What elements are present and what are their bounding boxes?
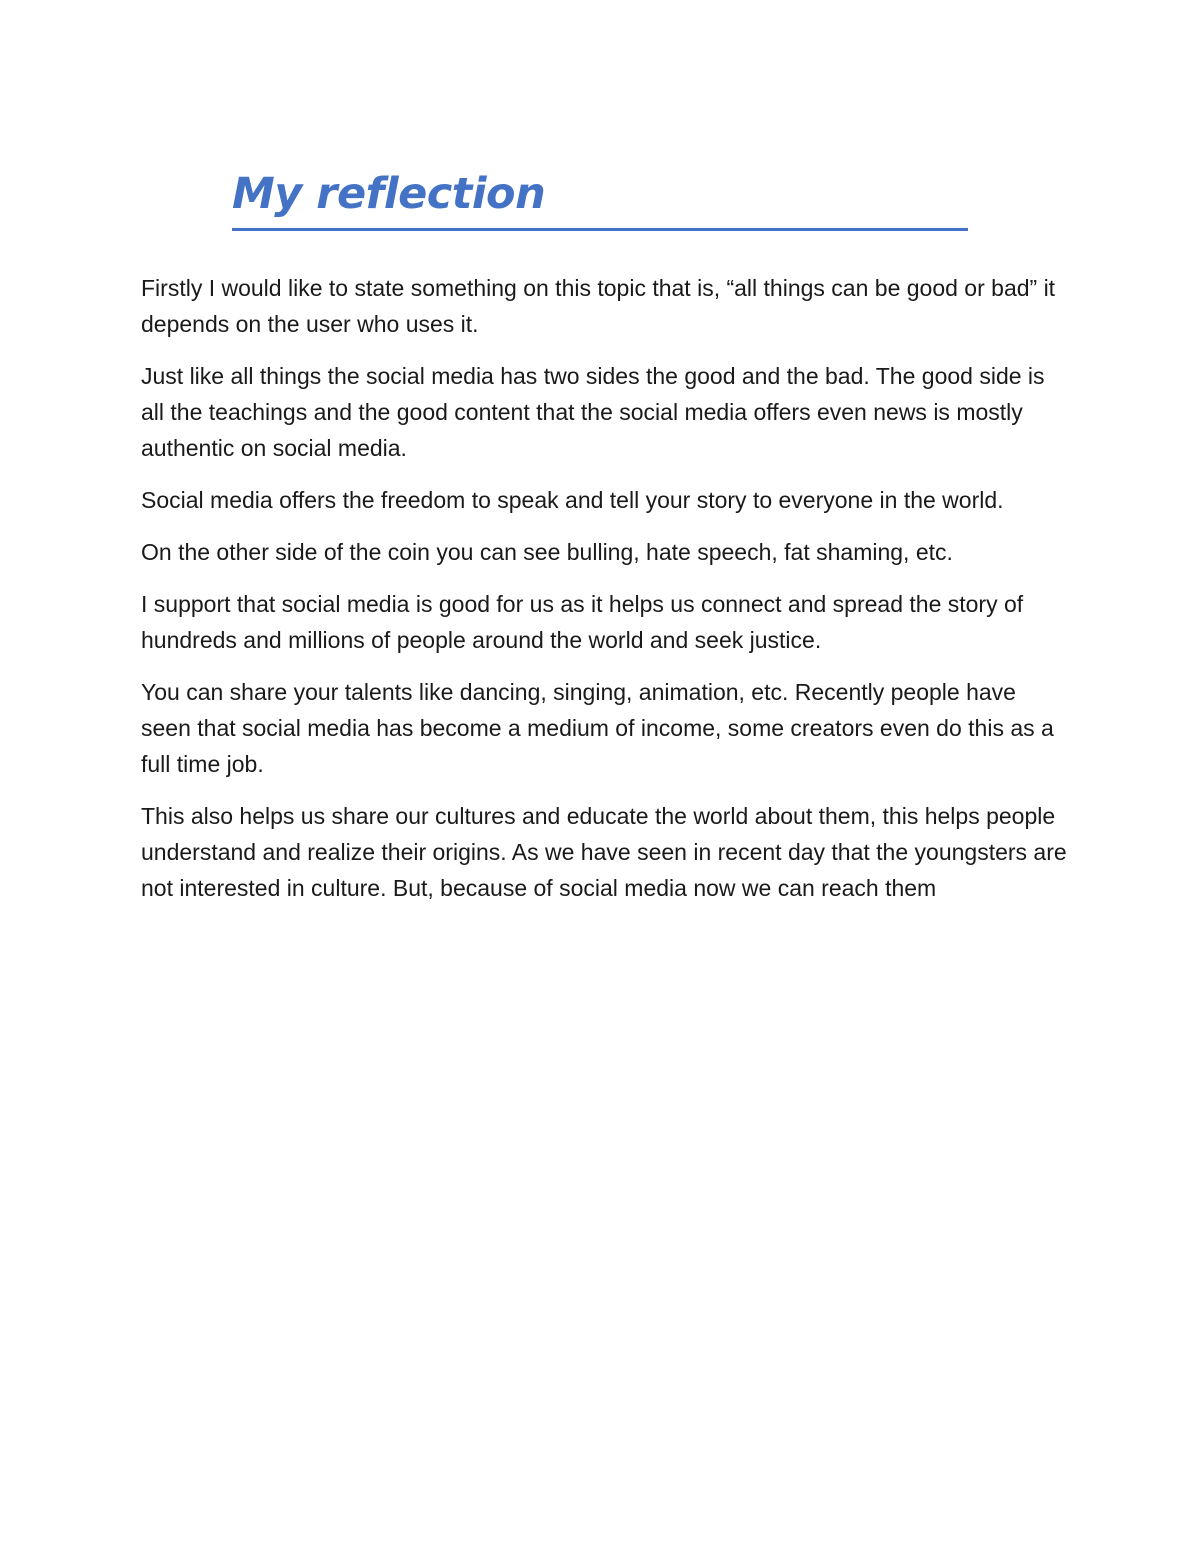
title-block [232, 166, 968, 231]
paragraph-7: This also helps us share our cultures and educate the world about them, this helps people understand and realize their origins. As we have seen in recent day that the youngsters are not interested in culture. But, because of social media now we can reach them [141, 803, 1067, 901]
paragraph-1: Firstly I would like to state something on this topic that is, “all things can be good or bad” it depends on the user who uses it. [141, 275, 1056, 337]
document-body [141, 270, 1071, 922]
paragraph-5: I support that social media is good for us as it helps us connect and spread the story of hundreds and millions of people around the world and seek justice. [141, 591, 1024, 653]
paragraph-3: Social media offers the freedom to speak and tell your story to everyone in the world. [141, 487, 1004, 513]
paragraph-2: Just like all things the social media has two sides the good and the bad. The good side is all the teachings and the good content that the social media offers even news is mostly authentic on social media. [141, 363, 1045, 461]
page-title: My reflection [232, 169, 546, 219]
paragraph-6: You can share your talents like dancing, singing, animation, etc. Recently people have seen that social media has become a medium of income, some creators even do this as a full time job. [141, 679, 1054, 777]
paragraph-4: On the other side of the coin you can see bulling, hate speech, fat shaming, etc. [141, 539, 953, 565]
